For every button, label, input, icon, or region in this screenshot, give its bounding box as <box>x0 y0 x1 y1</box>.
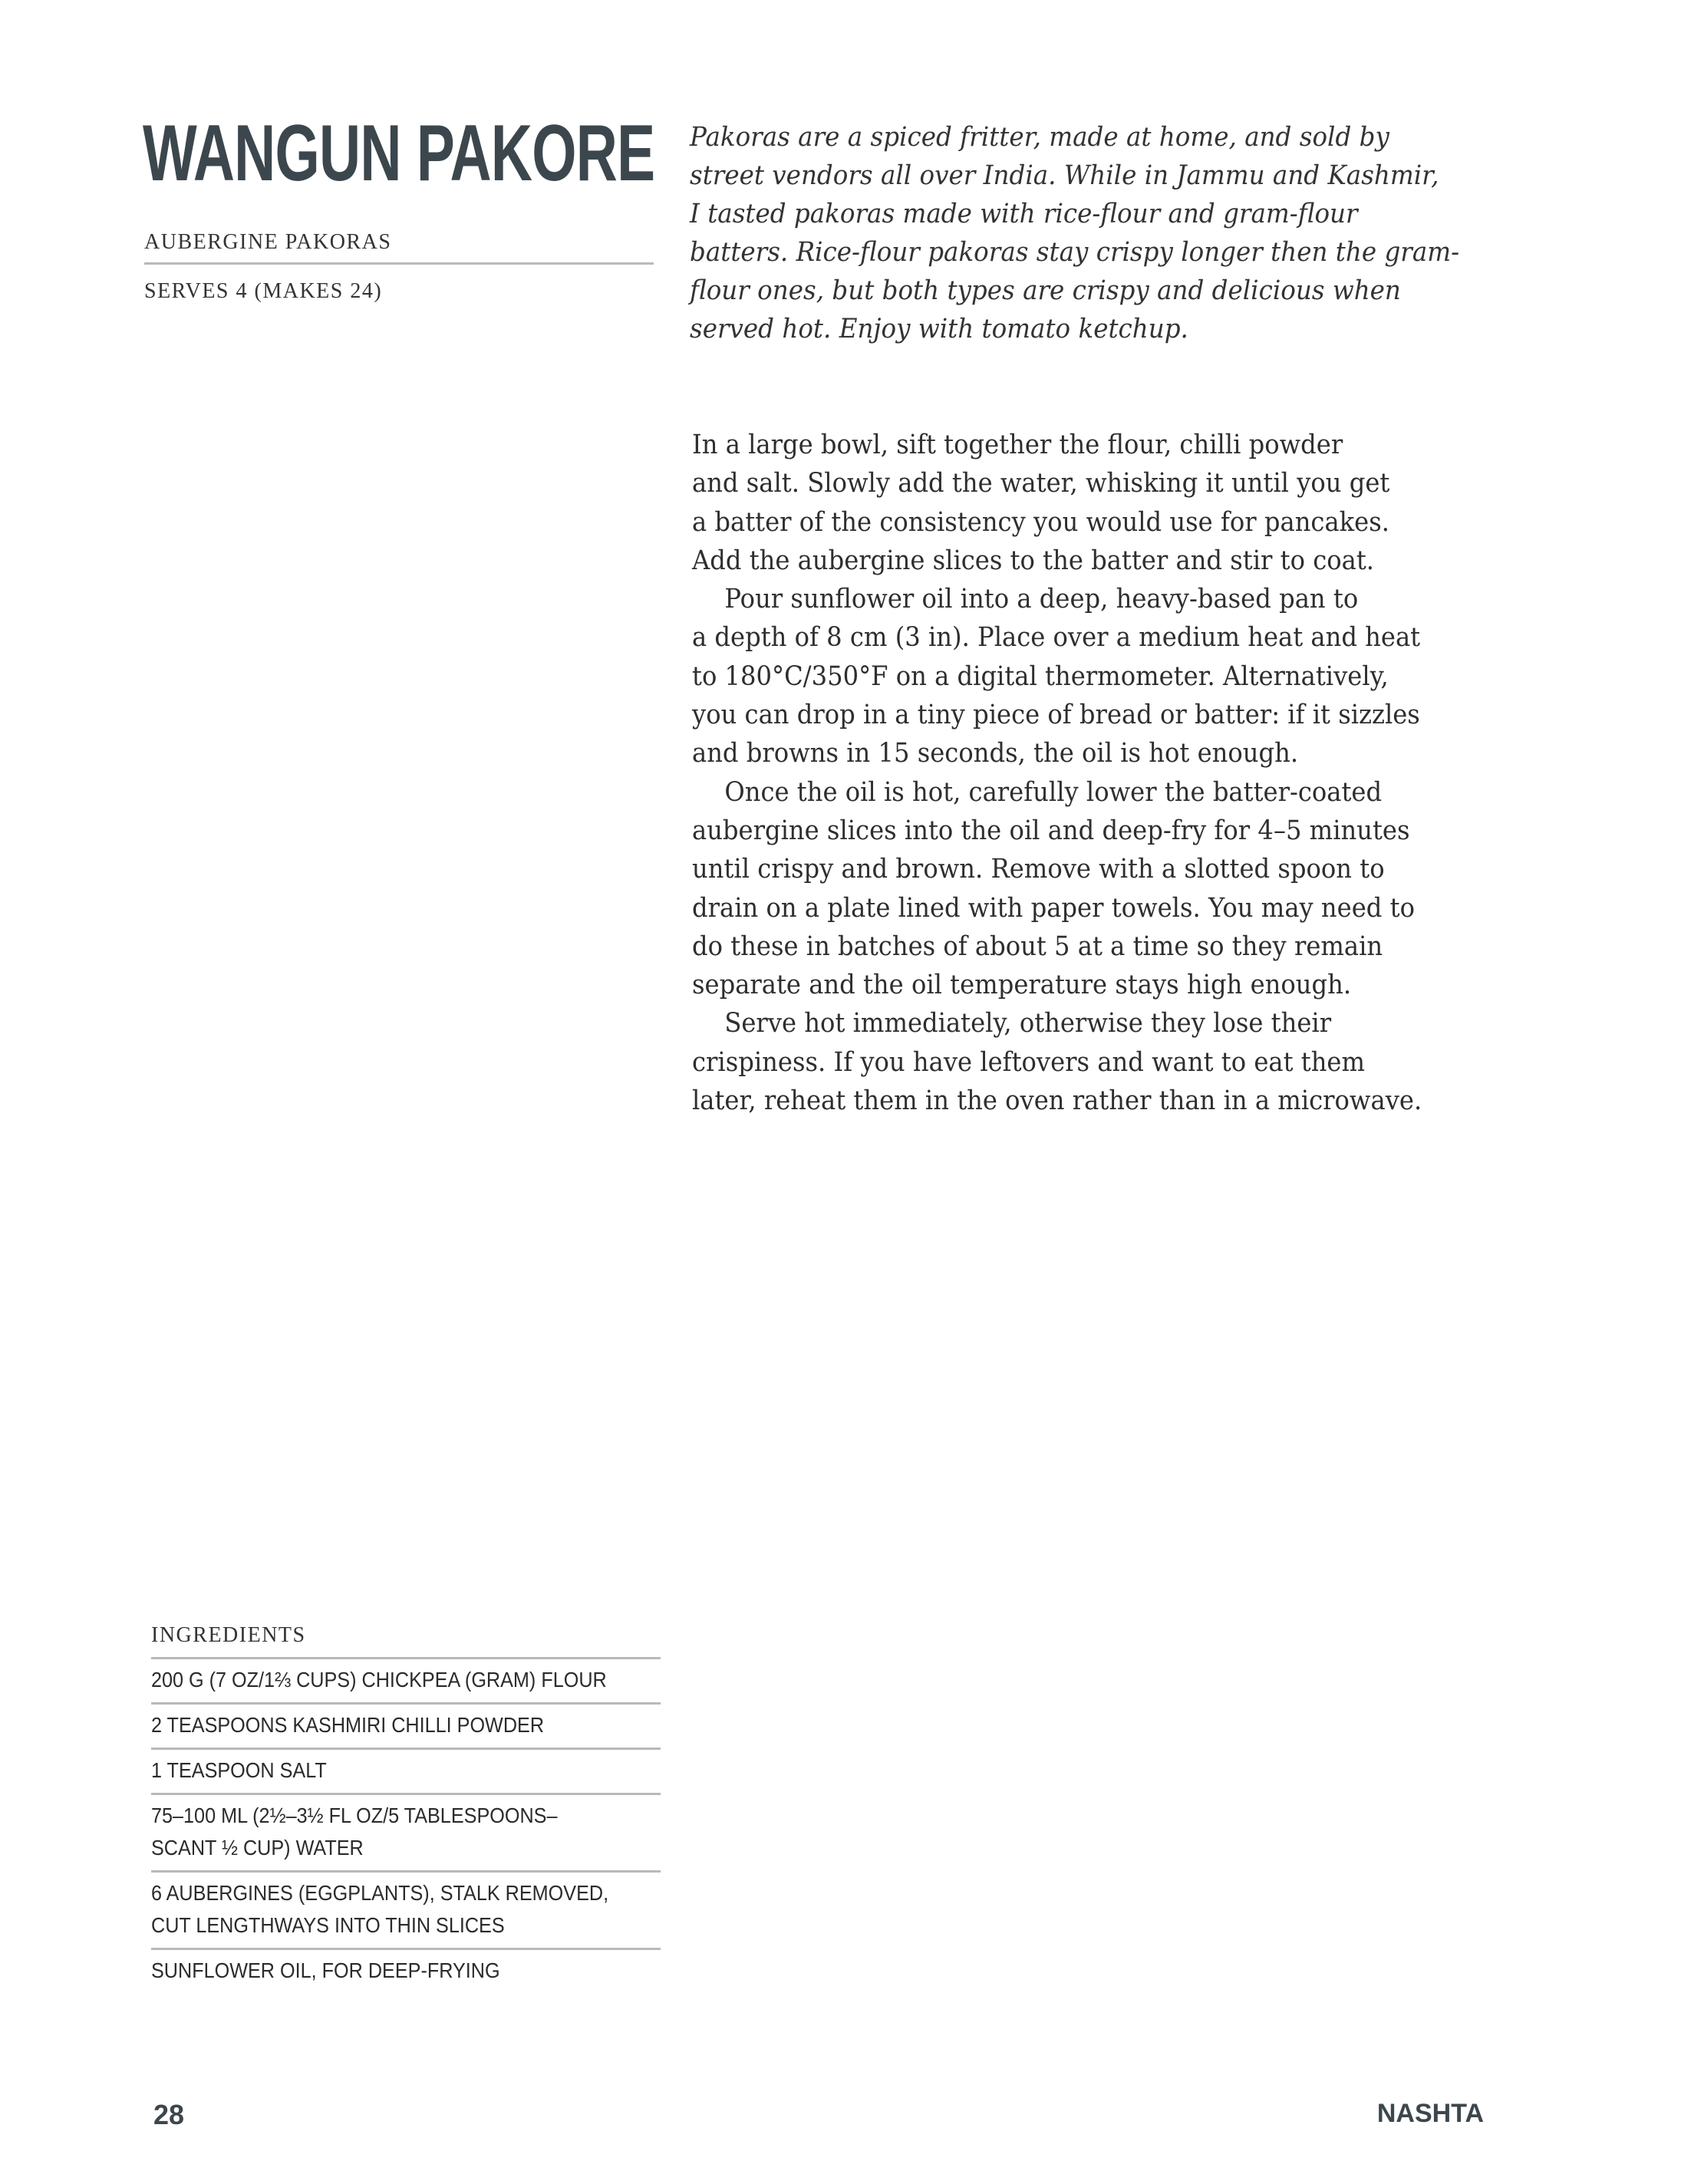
method-line: do these in batches of about 5 at a time so they remain <box>692 931 1383 962</box>
ingredient-item <box>151 1657 661 1702</box>
method-line: separate and the oil temperature stays high enough. <box>692 970 1352 1001</box>
intro-line: Pakoras are a spiced fritter, made at home, and sold by <box>690 122 1389 153</box>
ingredient-line: 2 TEASPOONS KASHMIRI CHILLI POWDER <box>151 1713 545 1737</box>
ingredient-line: 6 AUBERGINES (EGGPLANTS), STALK REMOVED, <box>151 1881 609 1905</box>
intro-line: I tasted pakoras made with rice-flour and gram-flour <box>690 199 1358 229</box>
ingredient-line: CUT LENGTHWAYS INTO THIN SLICES <box>151 1913 505 1937</box>
ingredients-list <box>151 1617 661 1993</box>
method-line: Pour sunflower oil into a deep, heavy-based pan to <box>724 584 1359 615</box>
ingredient-line: SCANT ½ CUP) WATER <box>151 1836 364 1860</box>
method-line: until crispy and brown. Remove with a slotted spoon to <box>692 854 1385 885</box>
method-line: to 180°C/350°F on a digital thermometer. Alternatively, <box>692 660 1389 692</box>
ingredient-line: 75–100 ML (2½–3½ FL OZ/5 TABLESPOONS– <box>151 1804 558 1827</box>
intro-line: flour ones, but both types are crispy and delicious when <box>690 275 1401 306</box>
intro-line: street vendors all over India. While in Jammu and Kashmir, <box>690 160 1439 191</box>
ingredients-heading: INGREDIENTS <box>151 1623 306 1647</box>
recipe-title: WANGUN PAKORE <box>143 109 655 198</box>
ingredient-item <box>151 1793 661 1870</box>
method-line: In a large bowl, sift together the flour, chilli powder <box>692 430 1343 460</box>
recipe-subtitle: AUBERGINE PAKORAS <box>144 230 392 254</box>
method-line: Add the aubergine slices to the batter and stir to coat. <box>692 545 1375 576</box>
serves-info: SERVES 4 (MAKES 24) <box>144 279 383 303</box>
ingredient-item <box>151 1870 661 1948</box>
ingredient-item <box>151 1948 661 1993</box>
ingredient-item <box>151 1702 661 1748</box>
method-line: Serve hot immediately, otherwise they lose their <box>724 1008 1332 1039</box>
method-line: drain on a plate lined with paper towels. You may need to <box>692 892 1415 924</box>
method-line: and browns in 15 seconds, the oil is hot enough. <box>692 738 1299 769</box>
page-number: 28 <box>153 2099 185 2130</box>
method-line: aubergine slices into the oil and deep-fry for 4–5 minutes <box>692 815 1410 846</box>
intro-text <box>690 118 1459 348</box>
ingredient-line: SUNFLOWER OIL, FOR DEEP-FRYING <box>151 1958 500 1982</box>
method-line: a batter of the consistency you would use for pancakes. <box>692 506 1390 538</box>
ingredient-line: 1 TEASPOON SALT <box>151 1758 327 1782</box>
intro-line: batters. Rice-flour pakoras stay crispy longer then the gram- <box>690 237 1460 268</box>
divider <box>144 262 654 265</box>
ingredient-item <box>151 1748 661 1793</box>
method-line: later, reheat them in the oven rather than in a microwave. <box>692 1085 1422 1117</box>
method-line: Once the oil is hot, carefully lower the batter-coated <box>724 776 1383 808</box>
method-text <box>692 426 1422 1120</box>
intro-line: served hot. Enjoy with tomato ketchup. <box>690 314 1188 344</box>
method-line: and salt. Slowly add the water, whisking it until you get <box>692 468 1390 499</box>
ingredient-line: 200 G (7 OZ/1⅔ CUPS) CHICKPEA (GRAM) FLOUR <box>151 1668 607 1692</box>
section-name: NASHTA <box>1376 2099 1484 2128</box>
method-line: a depth of 8 cm (3 in). Place over a medium heat and heat <box>692 622 1421 654</box>
method-line: you can drop in a tiny piece of bread or batter: if it sizzles <box>692 700 1420 731</box>
method-line: crispiness. If you have leftovers and want to eat them <box>692 1046 1366 1078</box>
